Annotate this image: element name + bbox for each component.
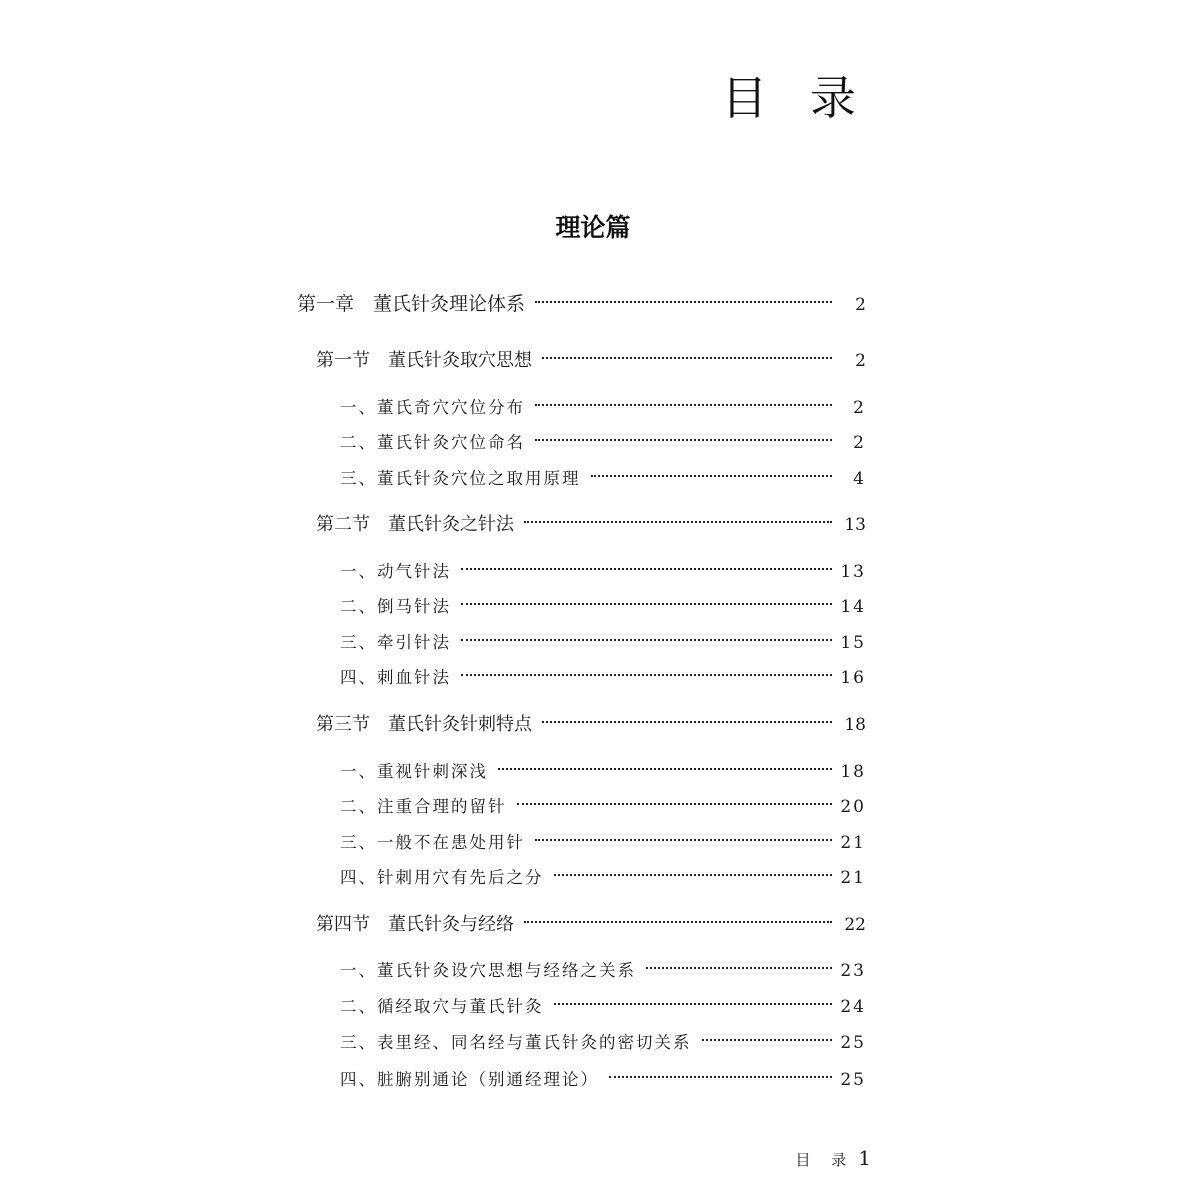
toc-entry-page: 4 (853, 469, 866, 489)
dot-leader (554, 874, 833, 876)
dot-leader (524, 521, 832, 523)
toc-chapter-1[interactable] (297, 289, 866, 319)
toc-entry-page: 13 (840, 562, 866, 582)
toc-entry-page: 18 (844, 715, 866, 735)
dot-leader (542, 721, 832, 723)
toc-entry-label: 三、一般不在患处用针 (340, 833, 525, 852)
dot-leader (461, 603, 832, 605)
toc-item[interactable] (340, 592, 866, 622)
dot-leader (498, 768, 832, 770)
footer-label: 目 录 (795, 1151, 855, 1169)
toc-section-1[interactable] (316, 346, 866, 376)
toc-entry-page: 2 (855, 295, 866, 315)
toc-item[interactable] (340, 393, 866, 423)
toc-entry-page: 2 (853, 398, 866, 418)
toc-entry-label: 四、脏腑别通论（别通经理论） (340, 1070, 599, 1089)
toc-entry-page: 24 (840, 997, 866, 1017)
dot-leader (461, 639, 832, 641)
toc-entry-label: 第一节 董氏针灸取穴思想 (316, 350, 532, 371)
toc-entry-label: 第四节 董氏针灸与经络 (316, 914, 514, 935)
toc-entry-label: 一、动气针法 (340, 562, 451, 581)
dot-leader (461, 568, 832, 570)
toc-entry-page: 13 (844, 515, 866, 535)
toc-entry-page: 21 (840, 868, 866, 888)
toc-entry-page: 22 (844, 915, 866, 935)
toc-section-2[interactable] (316, 510, 866, 540)
toc-item[interactable] (340, 828, 866, 858)
toc-entry-page: 18 (840, 762, 866, 782)
dot-leader (517, 803, 833, 805)
toc-entry-page: 16 (840, 668, 866, 688)
toc-section-3[interactable] (316, 710, 866, 740)
toc-entry-label: 一、董氏针灸设穴思想与经络之关系 (340, 961, 636, 980)
dot-leader (542, 357, 832, 359)
dot-leader (554, 1003, 833, 1005)
toc-item[interactable] (340, 628, 866, 658)
toc-item[interactable] (340, 557, 866, 587)
toc-entry-label: 一、重视针刺深浅 (340, 762, 488, 781)
toc-entry-page: 25 (840, 1070, 866, 1090)
toc-entry-page: 25 (840, 1033, 866, 1053)
toc-entry-page: 2 (855, 351, 866, 371)
dot-leader (535, 839, 832, 841)
dot-leader (646, 967, 832, 969)
toc-item[interactable] (340, 956, 866, 986)
part-title: 理论篇 (555, 213, 631, 242)
page-title: 目 录 (721, 71, 870, 125)
toc-item[interactable] (340, 428, 866, 458)
dot-leader (461, 674, 832, 676)
toc-entry-label: 三、表里经、同名经与董氏针灸的密切关系 (340, 1033, 692, 1052)
dot-leader (609, 1076, 832, 1078)
toc-entry-label: 二、注重合理的留针 (340, 797, 507, 816)
toc-item[interactable] (340, 992, 866, 1022)
toc-entry-label: 二、循经取穴与董氏针灸 (340, 997, 544, 1016)
toc-item[interactable] (340, 792, 866, 822)
toc-item[interactable] (340, 757, 866, 787)
toc-entry-label: 一、董氏奇穴穴位分布 (340, 398, 525, 417)
toc-entry-page: 21 (840, 833, 866, 853)
toc-entry-label: 二、董氏针灸穴位命名 (340, 433, 525, 452)
dot-leader (524, 921, 832, 923)
toc-item[interactable] (340, 1028, 866, 1058)
dot-leader (535, 404, 832, 406)
toc-entry-page: 20 (840, 797, 866, 817)
toc-entry-label: 第三节 董氏针灸针刺特点 (316, 714, 532, 735)
toc-entry-page: 14 (840, 597, 866, 617)
toc-entry-label: 三、牵引针法 (340, 633, 451, 652)
dot-leader (591, 475, 833, 477)
page-footer (795, 1146, 871, 1170)
toc-entry-label: 四、刺血针法 (340, 668, 451, 687)
toc-entry-page: 23 (840, 961, 866, 981)
toc-item[interactable] (340, 464, 866, 494)
toc-entry-label: 第二节 董氏针灸之针法 (316, 514, 514, 535)
toc-item[interactable] (340, 1065, 866, 1095)
dot-leader (702, 1039, 833, 1041)
toc-item[interactable] (340, 863, 866, 893)
toc-entry-label: 四、针刺用穴有先后之分 (340, 868, 544, 887)
dot-leader (535, 301, 832, 303)
dot-leader (535, 439, 832, 441)
toc-entry-label: 第一章 董氏针灸理论体系 (297, 293, 526, 315)
toc-entry-page: 15 (840, 633, 866, 653)
toc-entry-label: 三、董氏针灸穴位之取用原理 (340, 469, 581, 488)
toc-item[interactable] (340, 663, 866, 693)
toc-entry-page: 2 (853, 433, 866, 453)
page-number: 1 (858, 1146, 871, 1170)
toc-section-4[interactable] (316, 910, 866, 940)
toc-entry-label: 二、倒马针法 (340, 597, 451, 616)
